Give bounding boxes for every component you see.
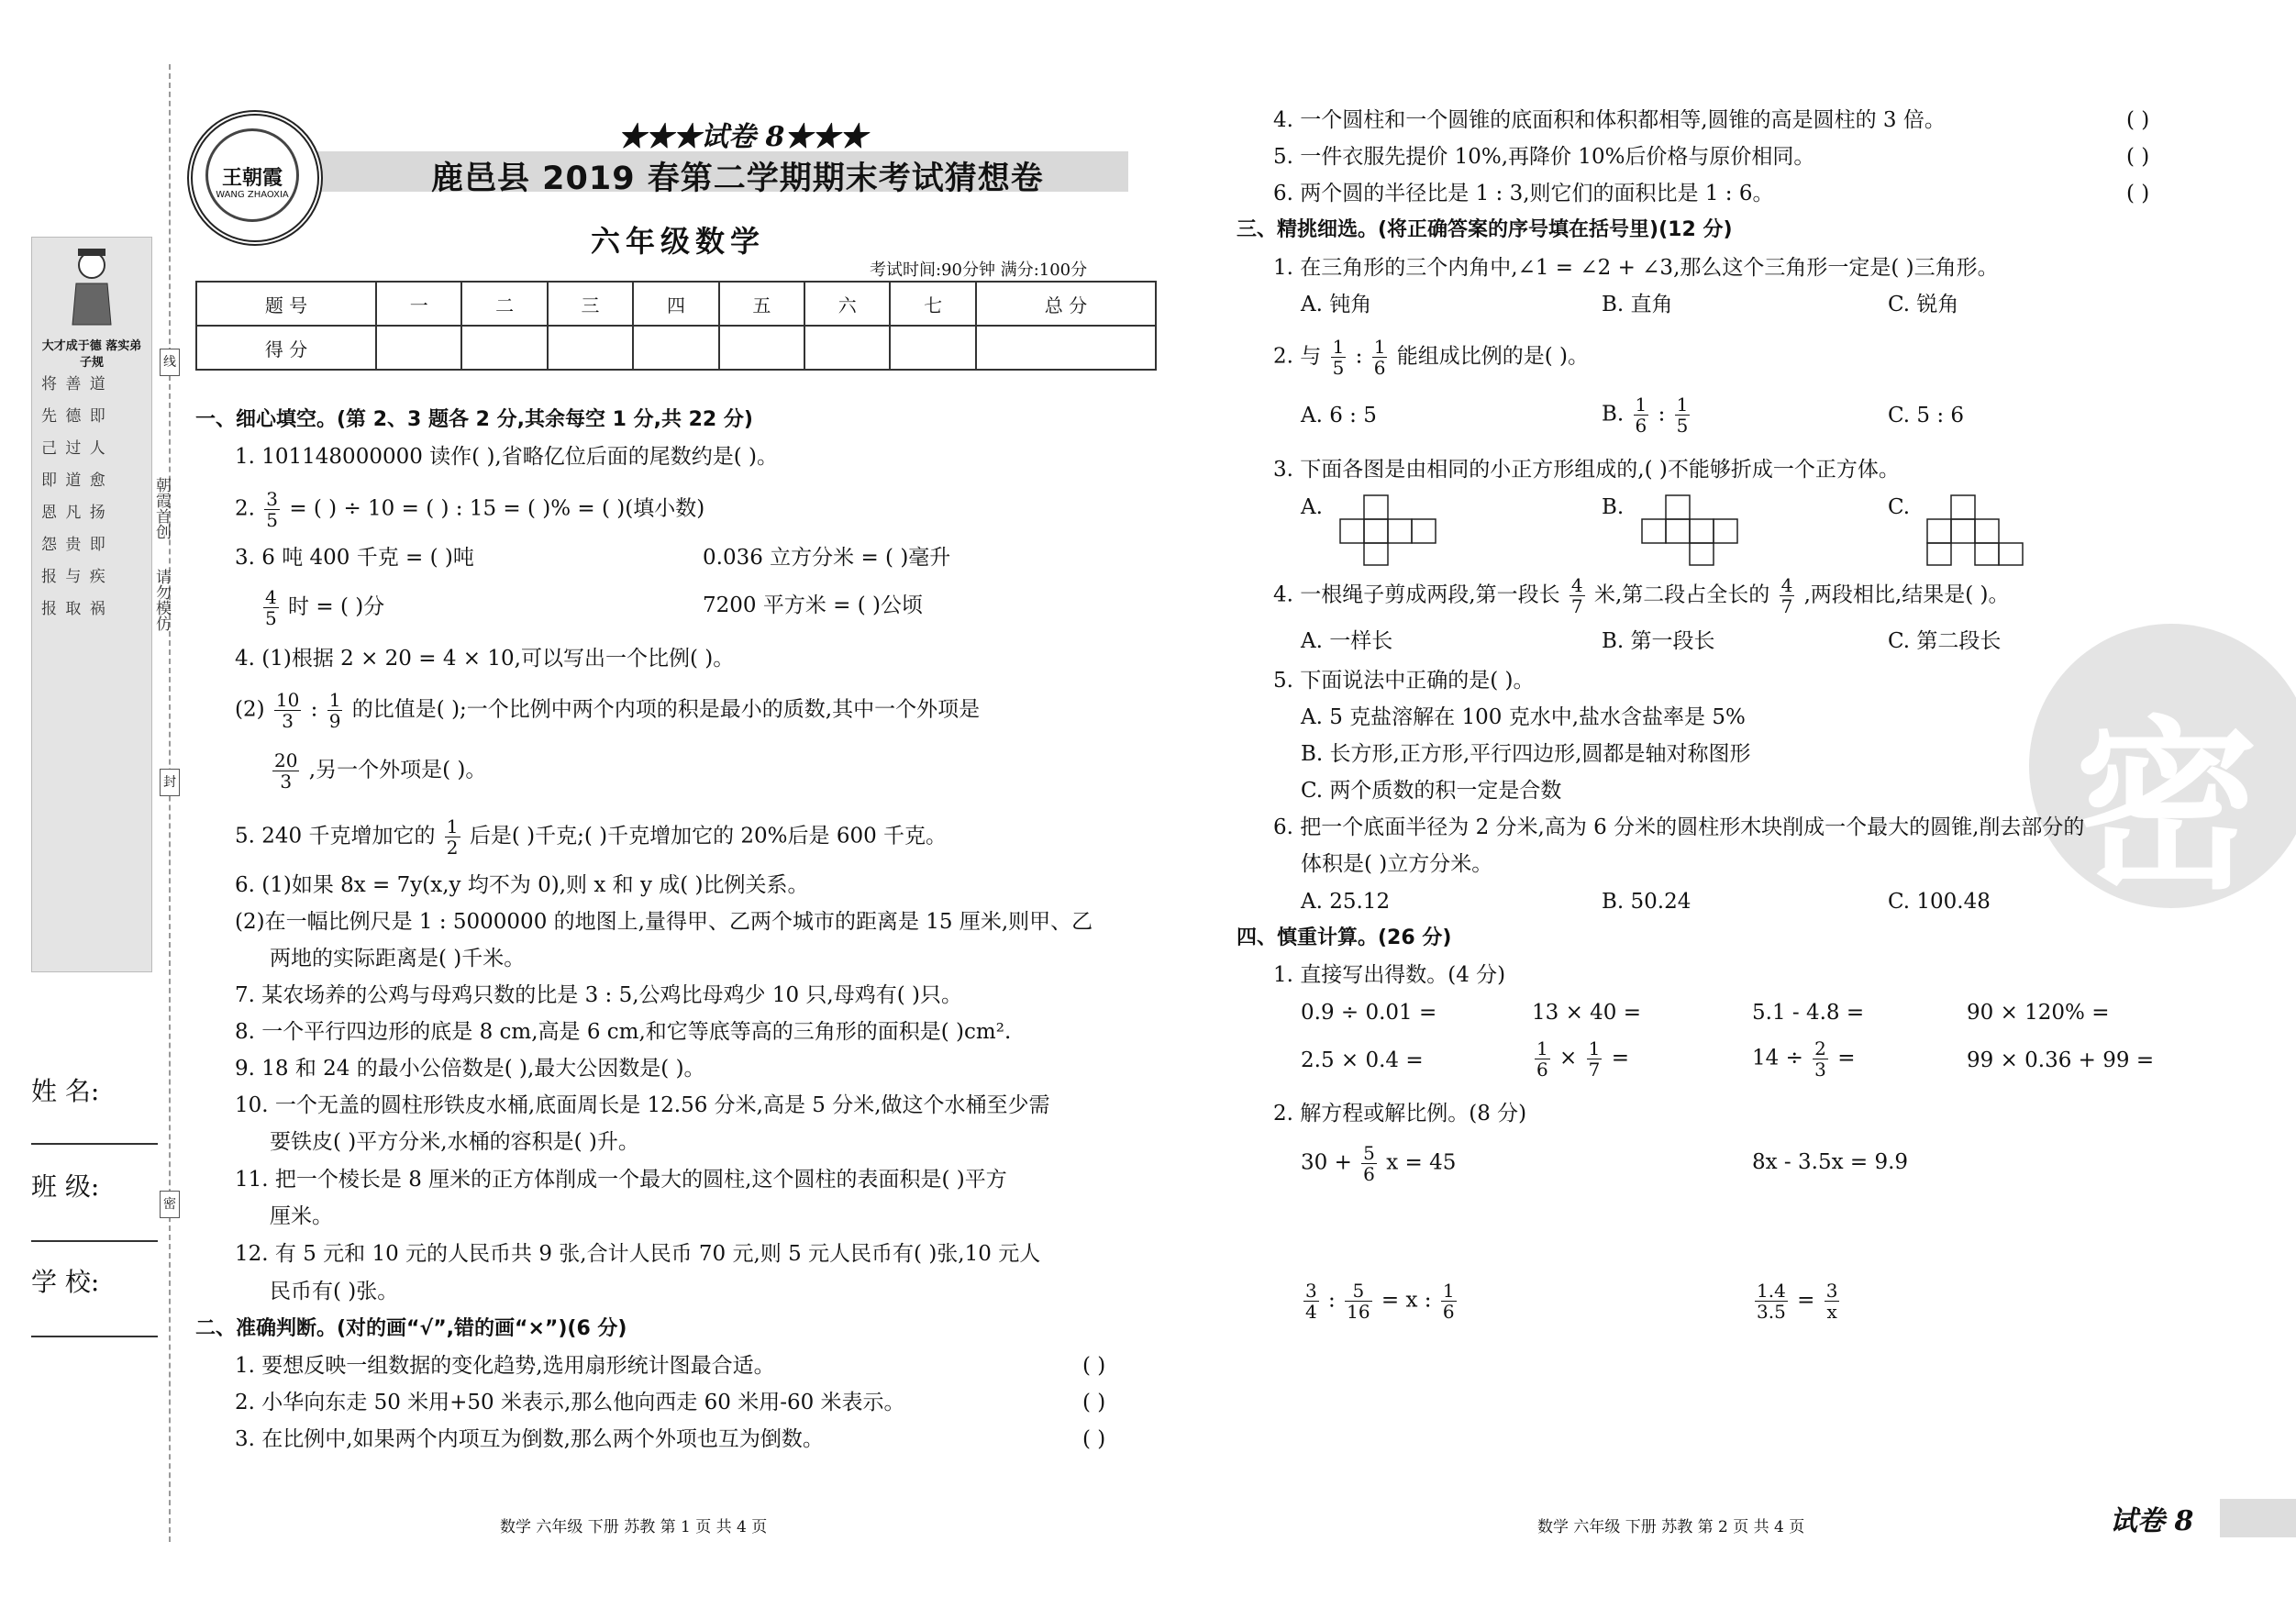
logo-subtitle: WANG ZHAOXIA <box>216 190 289 200</box>
question-4-1: 4. (1)根据 2 × 20 = 4 × 10,可以写出一个比例( )。 <box>235 647 735 671</box>
denominator: 5 <box>266 509 278 531</box>
school-label: 学 校: <box>31 1267 100 1297</box>
sidebar-sayings <box>41 375 144 619</box>
equation-4 <box>1752 1281 1842 1322</box>
numerator: 1 <box>446 815 459 837</box>
cube-net-c-figure <box>1916 494 2035 567</box>
name-label: 姓 名: <box>31 1076 100 1106</box>
judge-4: 4. 一个圆柱和一个圆锥的底面积和体积都相等,圆锥的高是圆柱的 3 倍。 <box>1273 108 1946 132</box>
fraction <box>1303 1281 1319 1322</box>
saying-line: 将 善 道 <box>41 375 107 394</box>
question-4-2 <box>235 690 980 731</box>
q-text: 14 ÷ <box>1752 1046 1803 1070</box>
numerator: 20 <box>274 749 298 771</box>
equation-3 <box>1301 1281 1459 1322</box>
operator: × <box>1559 1046 1578 1070</box>
seal-tag: 封 <box>160 769 180 796</box>
denominator: 4 <box>1305 1301 1317 1323</box>
question-5 <box>235 816 947 858</box>
judge-1-answer[interactable]: ( ) <box>1082 1354 1106 1378</box>
choice-4-b[interactable]: B. 第一段长 <box>1602 629 1715 653</box>
judge-5: 5. 一件衣服先提价 10%,再降价 10%后价格与原价相同。 <box>1273 145 1815 169</box>
denominator: x <box>1826 1301 1837 1323</box>
calc-item: 5.1 - 4.8 = <box>1752 1001 1865 1025</box>
option-letter: A. <box>1301 495 1323 519</box>
fraction <box>445 816 460 858</box>
choice-4 <box>1273 575 2010 616</box>
choice-1-a[interactable]: A. 钝角 <box>1301 293 1372 316</box>
q-text: 后是( )千克;( )千克增加它的 20%后是 600 千克。 <box>469 824 948 848</box>
question-11a: 11. 把一个棱长是 8 厘米的正方体削成一个最大的圆柱,这个圆柱的表面积是( )平方 <box>235 1168 1007 1192</box>
q-number: (2) <box>235 697 265 722</box>
question-11b: 厘米。 <box>270 1204 333 1228</box>
numerator: 10 <box>275 689 300 711</box>
judge-3-answer[interactable]: ( ) <box>1082 1427 1106 1451</box>
denominator: 9 <box>328 710 341 732</box>
calc-item: 13 × 40 = <box>1532 1001 1642 1025</box>
score-cell: 三 <box>548 282 633 326</box>
score-input-cell[interactable] <box>719 326 804 370</box>
fraction <box>264 489 280 530</box>
question-1: 1. 101148000000 读作( ),省略亿位后面的尾数约是( )。 <box>235 445 778 469</box>
denominator: 2 <box>446 837 459 859</box>
question-12b: 民币有( )张。 <box>270 1280 399 1303</box>
judge-6: 6. 两个圆的半径比是 1 : 3,则它们的面积比是 1 : 6。 <box>1273 182 1774 205</box>
corner-bar <box>2220 1499 2296 1537</box>
numerator: 4 <box>1570 574 1583 596</box>
equals: = <box>1797 1288 1815 1313</box>
question-4-2b <box>270 750 486 792</box>
side-note-no-copy: 请勿模仿 <box>152 569 171 631</box>
paper-badge: ★★★试卷 8★★★ <box>618 121 868 153</box>
denominator: 3.5 <box>1757 1301 1786 1323</box>
fraction <box>1813 1038 1828 1080</box>
q-text: = ( ) ÷ 10 = ( ) : 15 = ( )% = ( )(填小数) <box>289 496 705 521</box>
calc-item <box>1752 1038 1856 1080</box>
denominator: 6 <box>1442 1301 1455 1323</box>
ratio-sign: : <box>310 697 318 722</box>
question-8: 8. 一个平行四边形的底是 8 cm,高是 6 cm,和它等底等高的三角形的面积是( )cm². <box>235 1020 1012 1044</box>
choice-6-c[interactable]: C. 100.48 <box>1888 890 1991 914</box>
saying-line: 即 道 愈 <box>41 471 107 490</box>
judge-5-answer[interactable]: ( ) <box>2126 145 2150 169</box>
section-3-heading: 三、精挑细选。(将正确答案的序号填在括号里)(12 分) <box>1237 218 1733 241</box>
denominator: 3 <box>1814 1059 1826 1081</box>
calc-item: 90 × 120% = <box>1967 1001 2110 1025</box>
calc-item: 2.5 × 0.4 = <box>1301 1048 1424 1072</box>
denominator: 5 <box>1332 357 1345 379</box>
q-text: ,另一个外项是( )。 <box>308 758 487 782</box>
dense-tag: 密 <box>160 1191 180 1218</box>
saying-line: 报 与 疾 <box>41 568 107 586</box>
score-cell: 得 分 <box>196 326 376 370</box>
score-table-header-row <box>196 282 1156 326</box>
choice-2-b[interactable] <box>1602 394 1692 436</box>
choice-3-c[interactable] <box>1888 494 2035 567</box>
choice-1: 1. 在三角形的三个内角中,∠1 = ∠2 + ∠3,那么这个三角形一定是( )三角形。 <box>1273 256 1999 280</box>
section-4-heading: 四、慎重计算。(26 分) <box>1237 926 1452 949</box>
score-input-cell[interactable] <box>548 326 633 370</box>
calc-item <box>1532 1038 1629 1080</box>
corner-paper-tag: 试卷 8 <box>2110 1505 2194 1537</box>
q-text: 时 = ( )分 <box>288 594 385 619</box>
fraction <box>272 750 299 792</box>
question-7: 7. 某农场养的公鸡与母鸡只数的比是 3 : 5,公鸡比母鸡少 10 只,母鸡有( )只。 <box>235 983 962 1007</box>
side-note-original: 朝霞首创 <box>152 477 171 539</box>
fraction <box>1569 575 1585 616</box>
saying-line: 恩 凡 扬 <box>41 504 107 522</box>
fraction <box>263 587 279 628</box>
name-field[interactable] <box>31 1143 158 1145</box>
fraction <box>1441 1281 1457 1322</box>
denominator: 5 <box>1676 415 1689 437</box>
paper-subject: 六年级数学 <box>591 224 766 259</box>
logo-name: 王朝霞 <box>221 166 283 190</box>
score-input-cell[interactable] <box>890 326 975 370</box>
page-1-footer: 数学 六年级 下册 苏教 第 1 页 共 4 页 <box>500 1518 768 1536</box>
choice-6-b[interactable]: B. 50.24 <box>1602 890 1691 914</box>
choice-1-b[interactable]: B. 直角 <box>1602 293 1673 316</box>
numerator: 1.4 <box>1757 1280 1786 1302</box>
calc-1-heading: 1. 直接写出得数。(4 分) <box>1273 963 1506 987</box>
choice-3: 3. 下面各图是由相同的小正方形组成的,( )不能够折成一个正方体。 <box>1273 458 1900 482</box>
judge-3: 3. 在比例中,如果两个内项互为倒数,那么两个外项也互为倒数。 <box>235 1427 824 1451</box>
equals: = <box>1837 1046 1856 1070</box>
score-cell: 题 号 <box>196 282 376 326</box>
score-cell: 一 <box>376 282 461 326</box>
numerator: 1 <box>1442 1280 1455 1302</box>
q-text: 30 + <box>1301 1150 1352 1175</box>
numerator: 3 <box>266 488 278 510</box>
ratio-sign: : <box>1355 344 1363 369</box>
section-1-heading: 一、细心填空。(第 2、3 题各 2 分,其余每空 1 分,共 22 分) <box>195 408 753 431</box>
question-3c <box>261 587 384 628</box>
saying-line: 先 德 即 <box>41 407 107 426</box>
denominator: 6 <box>1373 357 1386 379</box>
numerator: 2 <box>1814 1037 1826 1059</box>
question-3b: 0.036 立方分米 = ( )毫升 <box>703 546 951 570</box>
choice-5: 5. 下面说法中正确的是( )。 <box>1273 669 1535 693</box>
question-6-2b: 两地的实际距离是( )千米。 <box>270 947 526 970</box>
choice-5-a[interactable]: A. 5 克盐溶解在 100 克水中,盐水含盐率是 5% <box>1301 705 1746 729</box>
choice-5-c[interactable]: C. 两个质数的积一定是合数 <box>1301 779 1562 803</box>
saying-line: 己 过 人 <box>41 439 107 458</box>
choice-5-b[interactable]: B. 长方形,正方形,平行四边形,圆都是轴对称图形 <box>1301 742 1751 766</box>
fraction <box>1755 1281 1788 1322</box>
fraction <box>1361 1143 1377 1184</box>
calc-item: 99 × 0.36 + 99 = <box>1967 1048 2155 1072</box>
fraction <box>1345 1281 1371 1322</box>
fraction <box>1675 394 1691 436</box>
score-cell: 总 分 <box>976 282 1156 326</box>
calc-2-heading: 2. 解方程或解比例。(8 分) <box>1273 1102 1527 1126</box>
paper-title: 鹿邑县 2019 春第二学期期末考试猜想卷 <box>431 161 1044 197</box>
sidebar-motto-panel <box>31 237 152 972</box>
confidential-watermark <box>2029 624 2296 915</box>
score-cell: 二 <box>461 282 547 326</box>
choice-2-a[interactable]: A. 6 : 5 <box>1301 404 1377 427</box>
numerator: 1 <box>1588 1037 1601 1059</box>
choice-4-c[interactable]: C. 第二段长 <box>1888 629 2002 653</box>
score-input-cell[interactable] <box>804 326 890 370</box>
q-text: 4. 一根绳子剪成两段,第一段长 <box>1273 582 1560 607</box>
numerator: 4 <box>1780 574 1793 596</box>
section-2-heading: 二、准确判断。(对的画“√”,错的画“×”)(6 分) <box>195 1317 627 1340</box>
q-text: 5. 240 千克增加它的 <box>235 824 436 848</box>
q-text: = x : <box>1381 1288 1432 1313</box>
choice-6-a[interactable]: A. 25.12 <box>1301 890 1391 914</box>
numerator: 1 <box>1676 394 1689 416</box>
class-field[interactable] <box>31 1240 158 1242</box>
denominator: 7 <box>1588 1059 1601 1081</box>
denominator: 6 <box>1363 1163 1375 1185</box>
q-text: 的比值是( );一个比例中两个内项的积是最小的质数,其中一个外项是 <box>351 697 981 722</box>
equation-1 <box>1301 1143 1456 1184</box>
q-text: 能组成比例的是( )。 <box>1396 344 1589 369</box>
choice-3-a[interactable] <box>1301 494 1448 567</box>
ratio-sign: : <box>1658 402 1666 427</box>
equals: = <box>1611 1046 1629 1070</box>
score-input-cell[interactable] <box>633 326 718 370</box>
numerator: 1 <box>1373 336 1386 358</box>
numerator: 1 <box>328 689 341 711</box>
score-table-score-row <box>196 326 1156 370</box>
numerator: 5 <box>1363 1142 1375 1164</box>
question-3a: 3. 6 吨 400 千克 = ( )吨 <box>235 546 474 570</box>
score-cell: 四 <box>633 282 718 326</box>
q-text: 米,第二段占全长的 <box>1593 582 1770 607</box>
score-cell: 七 <box>890 282 975 326</box>
q-text: 2. 与 <box>1273 344 1322 369</box>
saying-line: 怨 贵 即 <box>41 536 107 554</box>
question-2 <box>235 489 704 530</box>
fraction <box>1634 394 1649 436</box>
fraction <box>1780 575 1795 616</box>
fraction <box>1535 1038 1550 1080</box>
option-letter: B. <box>1602 402 1625 427</box>
option-letter: C. <box>1888 495 1911 519</box>
class-label: 班 级: <box>31 1171 100 1202</box>
score-table <box>195 281 1157 371</box>
watermark-char: 密 <box>2075 701 2259 915</box>
question-9: 9. 18 和 24 的最小公倍数是( ),最大公因数是( )。 <box>235 1057 705 1081</box>
fraction <box>1587 1038 1603 1080</box>
question-10a: 10. 一个无盖的圆柱形铁皮水桶,底面周长是 12.56 分米,高是 5 分米,做这个水桶至少需 <box>235 1093 1050 1117</box>
denominator: 3 <box>282 710 294 732</box>
question-12a: 12. 有 5 元和 10 元的人民币共 9 张,合计人民币 70 元,则 5 元人民币有( )张,10 元人 <box>235 1242 1041 1266</box>
q-text: x = 45 <box>1386 1150 1457 1175</box>
judge-2: 2. 小华向东走 50 米用+50 米表示,那么他向西走 60 米用-60 米表示。 <box>235 1391 905 1414</box>
saying-line: 报 取 祸 <box>41 600 107 618</box>
fraction <box>274 690 301 731</box>
fraction <box>1825 1281 1840 1322</box>
denominator: 5 <box>265 607 277 629</box>
numerator: 3 <box>1305 1280 1317 1302</box>
school-field[interactable] <box>31 1336 158 1337</box>
denominator: 3 <box>280 771 293 793</box>
option-letter: B. <box>1602 495 1625 519</box>
choice-2-c[interactable]: C. 5 : 6 <box>1888 404 1965 427</box>
score-cell: 六 <box>804 282 890 326</box>
question-6-1: 6. (1)如果 8x = 7y(x,y 均不为 0),则 x 和 y 成( )比例关系。 <box>235 873 809 897</box>
numerator: 4 <box>265 586 277 608</box>
denominator: 7 <box>1570 595 1583 617</box>
calc-item: 0.9 ÷ 0.01 = <box>1301 1001 1437 1025</box>
seal-line-tag: 线 <box>160 349 180 376</box>
denominator: 7 <box>1780 595 1793 617</box>
score-cell: 五 <box>719 282 804 326</box>
choice-6b: 体积是( )立方分米。 <box>1301 852 1493 876</box>
judge-6-answer[interactable]: ( ) <box>2126 182 2150 205</box>
choice-4-a[interactable]: A. 一样长 <box>1301 629 1393 653</box>
exam-time-info: 考试时间:90分钟 满分:100分 <box>870 261 1088 280</box>
score-input-cell[interactable] <box>976 326 1156 370</box>
numerator: 1 <box>1536 1037 1548 1059</box>
page-2-footer: 数学 六年级 下册 苏教 第 2 页 共 4 页 <box>1537 1518 1805 1536</box>
question-10b: 要铁皮( )平方分米,水桶的容积是( )升。 <box>270 1130 639 1154</box>
equation-2: 8x - 3.5x = 9.9 <box>1752 1150 1909 1174</box>
fraction <box>1331 337 1347 378</box>
numerator: 1 <box>1332 336 1345 358</box>
fraction <box>1372 337 1388 378</box>
choice-3-b[interactable] <box>1602 494 1750 567</box>
choice-2 <box>1273 337 1589 378</box>
denominator: 6 <box>1635 415 1647 437</box>
q-number: 2. <box>235 496 255 521</box>
choice-6a: 6. 把一个底面半径为 2 分米,高为 6 分米的圆柱形木块削成一个最大的圆锥,削去部分的 <box>1273 815 2085 839</box>
binding-dashed-line <box>169 64 171 1542</box>
denominator: 16 <box>1347 1301 1370 1323</box>
judge-4-answer[interactable]: ( ) <box>2126 108 2150 132</box>
fraction <box>327 690 343 731</box>
q-text: ,两段相比,结果是( )。 <box>1803 582 2010 607</box>
ratio-sign: : <box>1328 1288 1336 1313</box>
score-input-cell[interactable] <box>376 326 461 370</box>
choice-1-c[interactable]: C. 锐角 <box>1888 293 1959 316</box>
denominator: 6 <box>1536 1059 1548 1081</box>
numerator: 3 <box>1825 1280 1838 1302</box>
cube-net-a-figure <box>1329 494 1448 567</box>
question-3d: 7200 平方米 = ( )公顷 <box>703 593 923 617</box>
publisher-logo <box>187 110 323 246</box>
numerator: 5 <box>1345 1281 1371 1302</box>
scholar-figure-icon <box>69 247 115 329</box>
score-input-cell[interactable] <box>461 326 547 370</box>
sidebar-motto: 大才成于德 落实弟子规 <box>41 339 142 370</box>
cube-net-b-figure <box>1631 494 1750 567</box>
judge-1: 1. 要想反映一组数据的变化趋势,选用扇形统计图最合适。 <box>235 1354 775 1378</box>
question-6-2a: (2)在一幅比例尺是 1 : 5000000 的地图上,量得甲、乙两个城市的距离是 15 厘米,则甲、乙 <box>235 910 1093 934</box>
judge-2-answer[interactable]: ( ) <box>1082 1391 1106 1414</box>
numerator: 1 <box>1635 394 1647 416</box>
